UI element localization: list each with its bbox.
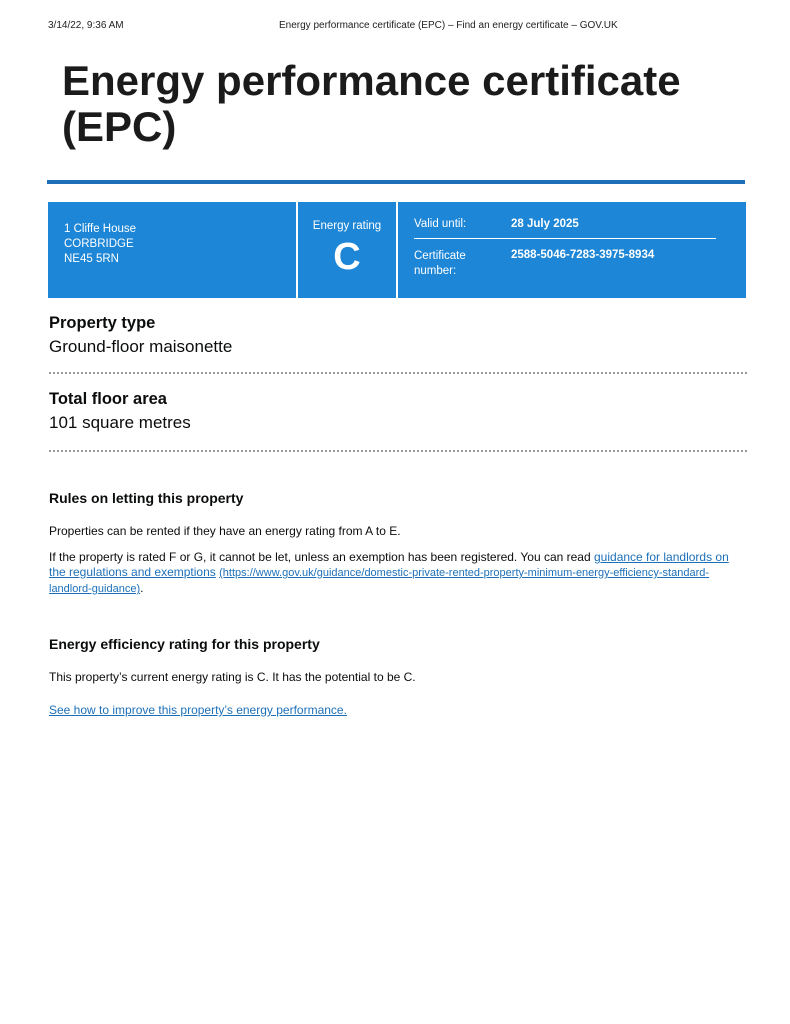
energy-rating-label: Energy rating — [312, 220, 382, 232]
section-divider — [49, 450, 747, 453]
page-title: Energy performance certificate (EPC) — [62, 57, 681, 150]
print-date: 3/14/22, 9:36 AM — [48, 20, 124, 31]
certificate-number-row — [414, 249, 716, 279]
improve-performance-link[interactable]: See how to improve this property’s energy performance. — [49, 703, 347, 717]
floor-area-heading: Total floor area — [49, 390, 167, 408]
certificate-number-label: Certificate number: — [414, 250, 466, 277]
address-line-2: CORBRIDGE — [64, 238, 134, 250]
landlord-guidance-link[interactable]: guidance for landlords on the regulations and exemptions — [49, 550, 729, 579]
floor-area-section — [49, 390, 747, 433]
certificate-details — [398, 202, 746, 298]
efficiency-section — [49, 636, 747, 718]
certificate-number-value: 2588-5046-7283-3975-8934 — [511, 249, 655, 261]
certificate-summary — [48, 202, 746, 298]
letting-rules-para-1: Properties can be rented if they have an energy rating from A to E. — [49, 524, 401, 538]
energy-rating-block — [298, 202, 398, 298]
efficiency-heading: Energy efficiency rating for this property — [49, 636, 320, 652]
valid-until-row — [414, 218, 716, 239]
valid-until-value: 28 July 2025 — [511, 218, 579, 230]
letting-rules-section — [49, 490, 747, 597]
valid-until-label: Valid until: — [414, 218, 467, 230]
energy-rating-letter: C — [333, 236, 361, 278]
property-type-value: Ground-floor maisonette — [49, 337, 233, 356]
efficiency-para: This property’s current energy rating is C. It has the potential to be C. — [49, 670, 416, 684]
section-divider — [49, 372, 747, 375]
efficiency-link-para — [49, 703, 747, 718]
floor-area-value: 101 square metres — [49, 413, 191, 432]
address-line-3: NE45 5RN — [64, 253, 119, 265]
print-page-title: Energy performance certificate (EPC) – Find an energy certificate – GOV.UK — [279, 20, 618, 31]
address-line-1: 1 Cliffe House — [64, 223, 137, 235]
letting-rules-heading: Rules on letting this property — [49, 490, 244, 506]
letting-rules-para-2: If the property is rated F or G, it cannot be let, unless an exemption has been registered. You can read guidance for landlords on the regulations and exemptions (https://www.gov.uk/guidance/domestic-private-rented-property-minimum-energy-efficiency-standard-landlord-guidance). — [49, 550, 729, 595]
title-divider — [47, 180, 745, 184]
property-type-section — [49, 314, 747, 357]
landlord-guidance-url[interactable]: (https://www.gov.uk/guidance/domestic-private-rented-property-minimum-energy-efficiency-standard-landlord-guidance) — [49, 567, 710, 595]
address-block — [48, 202, 298, 298]
property-type-heading: Property type — [49, 314, 156, 332]
